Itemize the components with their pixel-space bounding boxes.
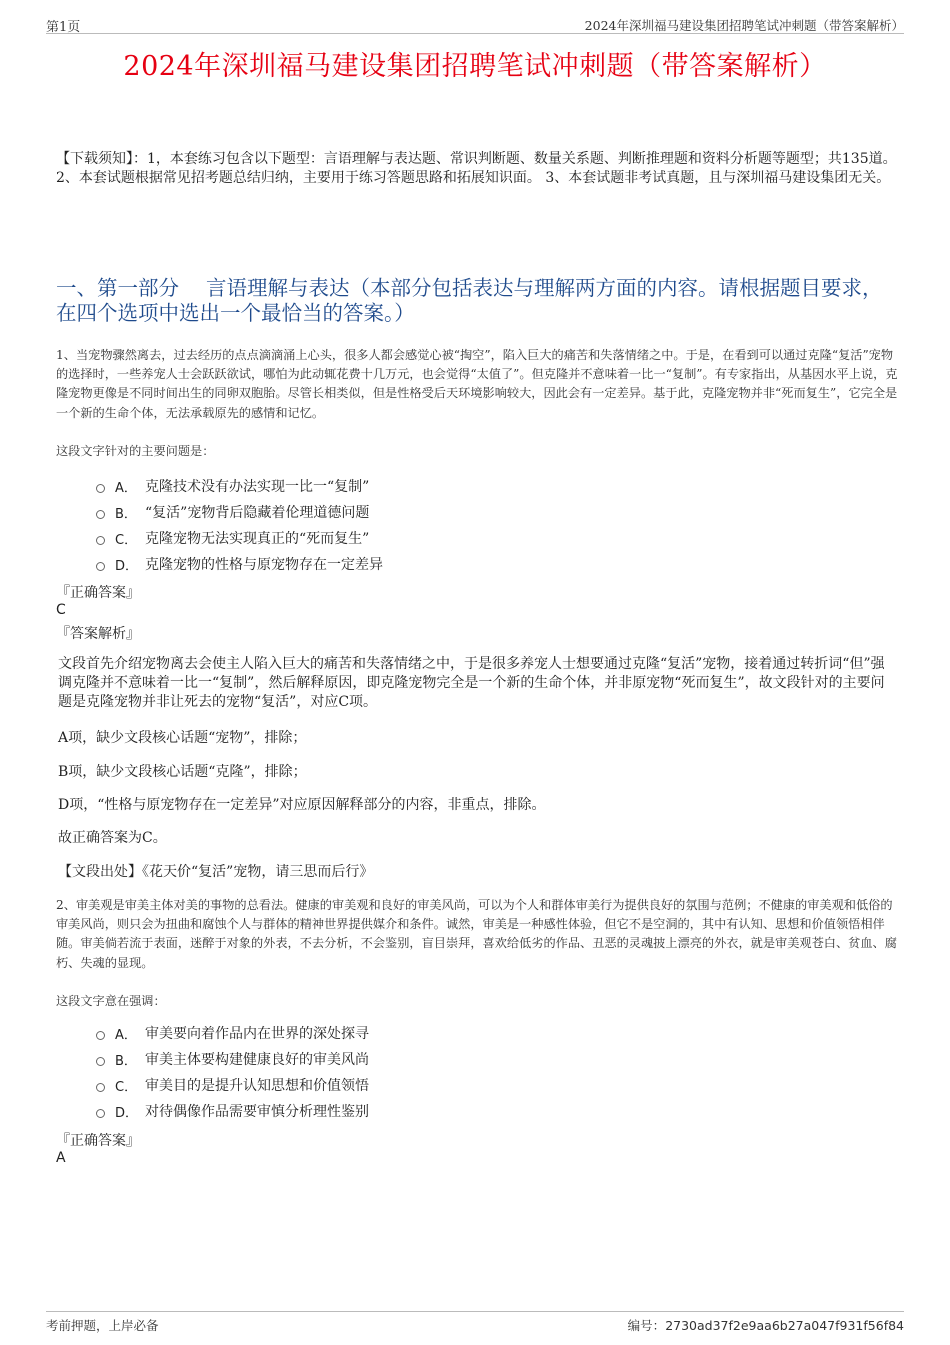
question-1-option-d[interactable]: D． 克隆宠物的性格与原宠物存在一定差异 bbox=[96, 551, 383, 577]
page-footer bbox=[46, 1311, 904, 1333]
document-title: 2024年深圳福马建设集团招聘笔试冲刺题（带答案解析） bbox=[123, 51, 827, 82]
download-notice: 【下载须知】：1，本套练习包含以下题型：言语理解与表达题、常识判断题、数量关系题、判断推理题和资料分析题等题型；共135道。 2、本套试题根据常见招考题总结归纳，主要用于练习答题思路和拓展知识面。 3、本套试题非考试真题，且与深圳福马建设集团无关。 bbox=[56, 151, 897, 186]
question-2-answer-label: 『正确答案』 bbox=[56, 1133, 140, 1149]
radio-icon[interactable] bbox=[96, 1031, 105, 1040]
question-2-option-b[interactable]: B． 审美主体要构建健康良好的审美风尚 bbox=[96, 1046, 369, 1072]
radio-icon[interactable] bbox=[96, 510, 105, 519]
question-2-options bbox=[96, 1020, 369, 1124]
question-2-option-d[interactable]: D． 对待偶像作品需要审慎分析理性鉴别 bbox=[96, 1098, 369, 1124]
radio-icon[interactable] bbox=[96, 484, 105, 493]
question-1-analysis-b: B项，缺少文段核心话题“克隆”，排除； bbox=[58, 764, 307, 780]
footer-slogan: 考前押题，上岸必备 bbox=[46, 1318, 159, 1333]
question-2-passage: 2、审美观是审美主体对美的事物的总看法。健康的审美观和良好的审美风尚，可以为个人和群体审美行为提供良好的氛围与范例；不健康的审美观和低俗的审美风尚，则只会为扭曲和腐蚀个人与群体的精神世界提供媒介和条件。诚然，审美是一种感性体验，但它不是空洞的，其中有认知、思想和价值领悟相伴随。审美倘若流于表面，迷醉于对象的外表，不去分析，不会鉴别，盲目崇拜，喜欢给低劣的作品、丑恶的灵魂披上漂亮的外衣，就是审美观苍白、贫血、腐朽、失魂的显现。 bbox=[56, 898, 897, 970]
question-1-analysis-d: D项，“性格与原宠物存在一定差异”对应原因解释部分的内容，非重点，排除。 bbox=[58, 797, 546, 813]
footer-code-value: 2730ad37f2e9aa6b27a047f931f56f84 bbox=[665, 1318, 904, 1333]
radio-icon[interactable] bbox=[96, 1083, 105, 1092]
question-1-conclusion: 故正确答案为C。 bbox=[58, 830, 167, 846]
question-1-options bbox=[96, 473, 383, 577]
section-heading: 一、第一部分 言语理解与表达（本部分包括表达与理解两方面的内容。请根据题目要求，在四个选项中选出一个最恰当的答案。） bbox=[56, 276, 883, 325]
page-header bbox=[46, 14, 904, 34]
question-1-answer: C bbox=[56, 602, 66, 618]
footer-code-label: 编号： bbox=[627, 1318, 666, 1333]
question-1-answer-label: 『正确答案』 bbox=[56, 585, 140, 601]
question-1-option-b[interactable]: B． “复活”宠物背后隐藏着伦理道德问题 bbox=[96, 499, 383, 525]
question-1-option-c[interactable]: C． 克隆宠物无法实现真正的“死而复生” bbox=[96, 525, 383, 551]
footer-code bbox=[628, 1316, 904, 1334]
question-2-option-a[interactable]: A． 审美要向着作品内在世界的深处探寻 bbox=[96, 1020, 369, 1046]
question-1-source: 【文段出处】《花天价“复活”宠物，请三思而后行》 bbox=[58, 864, 374, 880]
question-1-analysis-a: A项，缺少文段核心话题“宠物”，排除； bbox=[58, 730, 307, 746]
question-1-analysis: 文段首先介绍宠物离去会使主人陷入巨大的痛苦和失落情绪之中，于是很多养宠人士想要通过克隆“复活”宠物，接着通过转折词“但”强调克隆并不意味着一比一“复制”，然后解释原因，即克隆宠物完全是一个新的生命个体，并非原宠物“死而复生”，故文段针对的主要问题是克隆宠物并非让死去的宠物“复活”，对应C项。 bbox=[58, 656, 885, 710]
radio-icon[interactable] bbox=[96, 562, 105, 571]
header-doc-title: 2024年深圳福马建设集团招聘笔试冲刺题（带答案解析） bbox=[584, 18, 904, 33]
radio-icon[interactable] bbox=[96, 1109, 105, 1118]
question-1-option-a[interactable]: A． 克隆技术没有办法实现一比一“复制” bbox=[96, 473, 383, 499]
page-number: 第1页 bbox=[46, 20, 81, 35]
radio-icon[interactable] bbox=[96, 536, 105, 545]
question-2-option-c[interactable]: C． 审美目的是提升认知思想和价值领悟 bbox=[96, 1072, 369, 1098]
question-2-prompt: 这段文字意在强调： bbox=[56, 994, 166, 1008]
question-1-passage: 1、当宠物骤然离去，过去经历的点点滴滴涌上心头，很多人都会感觉心被“掏空”，陷入巨大的痛苦和失落情绪之中。于是，在看到可以通过克隆“复活”宠物的选择时，一些养宠人士会跃跃欲试，哪怕为此动辄花费十几万元，也会觉得“太值了”。但克隆并不意味着一比一“复制”。有专家指出，从基因水平上说，克隆宠物更像是不同时间出生的同卵双胞胎。尽管长相类似，但是性格受后天环境影响较大，因此会有一定差异。基于此，克隆宠物并非“死而复生”，它完全是一个新的生命个体，无法承载原先的感情和记忆。 bbox=[56, 348, 898, 420]
question-1-analysis-label: 『答案解析』 bbox=[56, 626, 140, 642]
question-1-prompt: 这段文字针对的主要问题是： bbox=[56, 444, 215, 458]
radio-icon[interactable] bbox=[96, 1057, 105, 1066]
question-2-answer: A bbox=[56, 1150, 66, 1166]
